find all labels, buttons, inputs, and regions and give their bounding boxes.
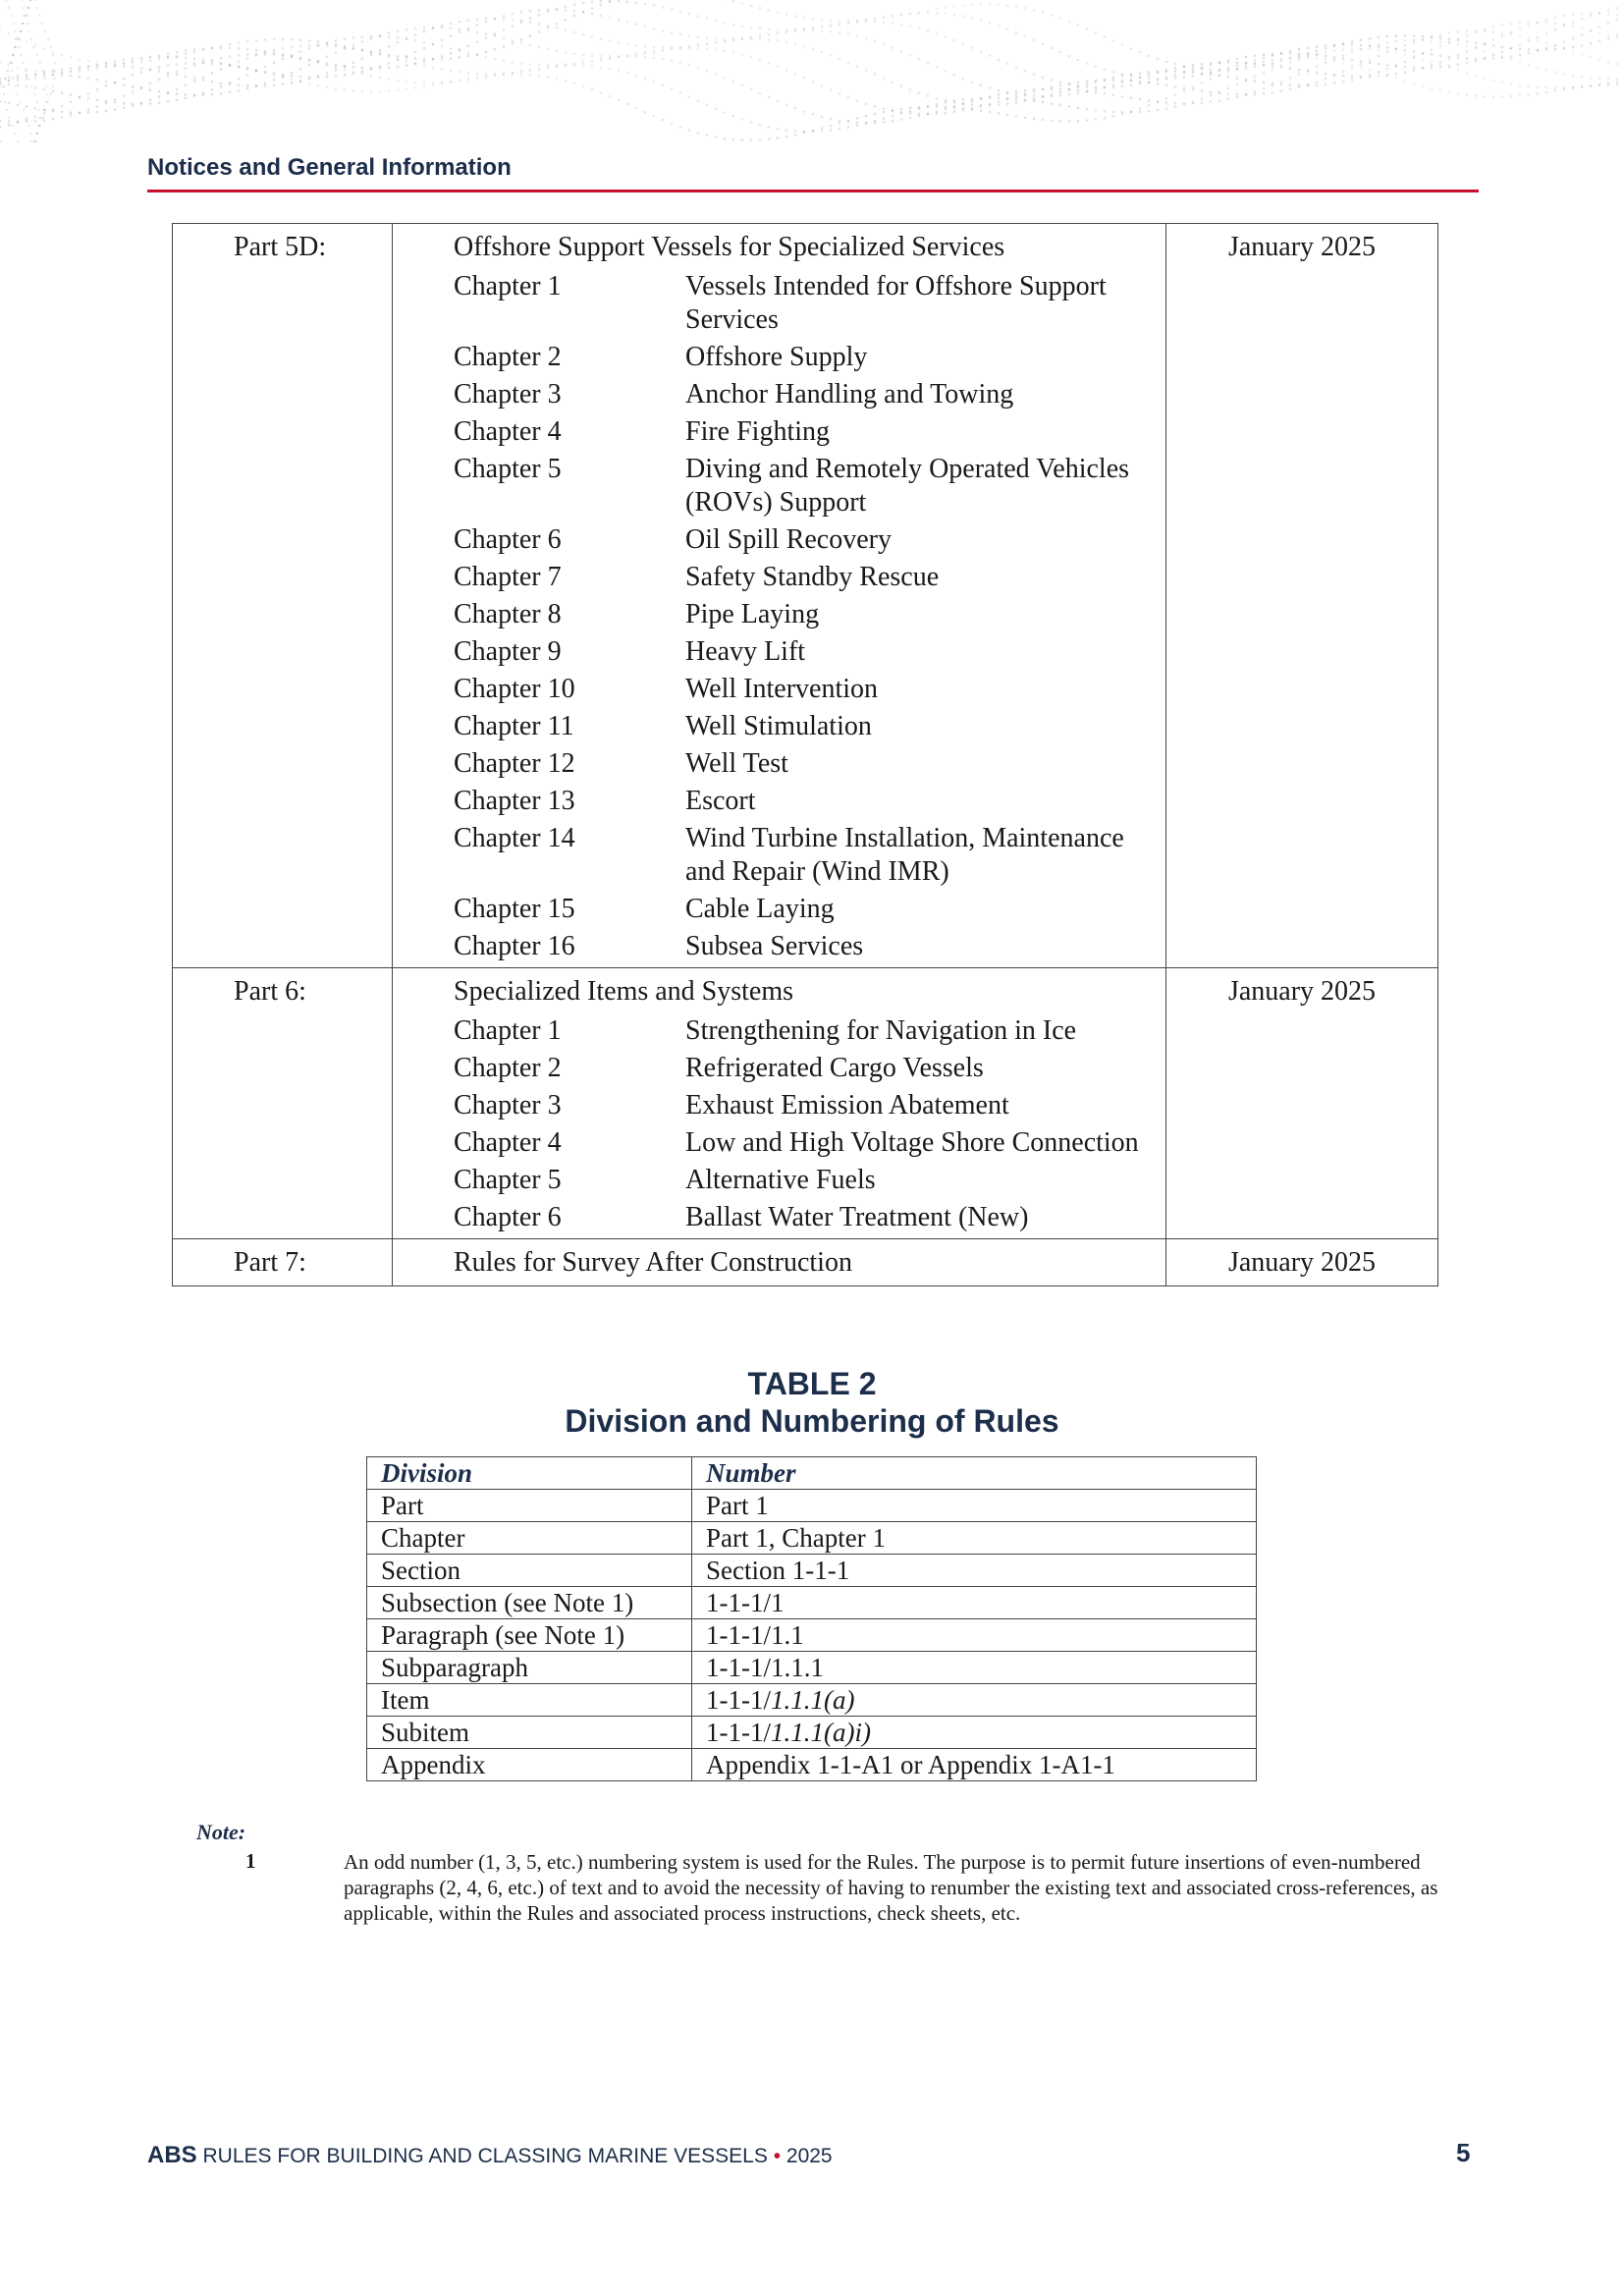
division-cell: Subparagraph [367, 1652, 692, 1684]
note-number: 1 [245, 1849, 256, 1873]
number-prefix: 1-1-1/ [706, 1685, 771, 1715]
table-row [367, 1555, 1257, 1587]
chapter-number: Chapter 6 [454, 524, 562, 555]
number-italic: 1.1.1(a)i) [770, 1718, 871, 1747]
chapter-row [454, 1201, 1165, 1234]
chapter-row [454, 635, 1165, 669]
part-content-cell [393, 968, 1166, 1239]
number-cell: 1-1-1/1.1.1 [692, 1652, 1257, 1684]
chapter-title: Offshore Supply [685, 342, 868, 372]
chapter-row [454, 822, 1165, 889]
part-number-cell [173, 1239, 393, 1286]
part-title: Specialized Items and Systems [454, 976, 794, 1007]
table-row [367, 1684, 1257, 1717]
chapter-title: Well Stimulation [685, 711, 872, 741]
table-row [367, 1619, 1257, 1652]
chapter-row [454, 270, 1165, 337]
note-label: Note: [196, 1820, 246, 1844]
part-date-cell [1166, 968, 1438, 1239]
part-number: Part 5D: [234, 232, 327, 262]
chapter-title: Wind Turbine Installation, Maintenance and Repair (Wind IMR) [685, 823, 1124, 887]
number-cell [692, 1684, 1257, 1717]
number-prefix: 1-1-1/ [706, 1718, 771, 1747]
part-number-cell [173, 224, 393, 968]
chapter-row [454, 415, 1165, 449]
part-title: Offshore Support Vessels for Specialized Services [454, 232, 1005, 262]
number-cell: Appendix 1-1-A1 or Appendix 1-A1-1 [692, 1749, 1257, 1781]
chapter-row [454, 673, 1165, 706]
chapter-title: Anchor Handling and Towing [685, 379, 1014, 410]
chapter-number: Chapter 7 [454, 562, 562, 592]
division-cell: Subsection (see Note 1) [367, 1587, 692, 1619]
number-cell: Part 1 [692, 1490, 1257, 1522]
part-row [173, 1239, 1438, 1286]
division-cell: Item [367, 1684, 692, 1717]
chapter-title: Vessels Intended for Offshore Support Services [685, 271, 1107, 335]
page-header-title: Notices and General Information [147, 154, 512, 181]
chapter-title: Heavy Lift [685, 636, 806, 667]
chapter-row [454, 747, 1165, 781]
chapter-number: Chapter 1 [454, 1015, 562, 1046]
chapter-row [454, 453, 1165, 519]
division-cell: Section [367, 1555, 692, 1587]
page-number: 5 [1456, 2138, 1471, 2167]
col-header-number: Number [692, 1457, 1257, 1490]
table-row [367, 1717, 1257, 1749]
chapter-number: Chapter 9 [454, 636, 562, 667]
division-numbering-table [366, 1456, 1257, 1781]
part-number-cell [173, 968, 393, 1239]
chapter-title: Ballast Water Treatment (New) [685, 1202, 1029, 1232]
part-content-cell [393, 1239, 1166, 1286]
chapter-title: Oil Spill Recovery [685, 524, 892, 555]
chapter-title: Well Intervention [685, 674, 879, 704]
chapter-number: Chapter 13 [454, 786, 575, 816]
chapter-row [454, 785, 1165, 818]
table-row [367, 1587, 1257, 1619]
number-cell: 1-1-1/1.1 [692, 1619, 1257, 1652]
part-date-cell [1166, 1239, 1438, 1286]
part-row [173, 968, 1438, 1239]
chapter-row [454, 710, 1165, 743]
chapter-title: Strengthening for Navigation in Ice [685, 1015, 1077, 1046]
chapter-title: Safety Standby Rescue [685, 562, 940, 592]
chapter-number: Chapter 1 [454, 271, 562, 301]
number-cell: 1-1-1/1 [692, 1587, 1257, 1619]
page-footer [147, 2142, 833, 2169]
chapter-title: Refrigerated Cargo Vessels [685, 1053, 984, 1083]
table-row [367, 1652, 1257, 1684]
division-cell: Chapter [367, 1522, 692, 1555]
part-date-cell [1166, 224, 1438, 968]
table-row [367, 1522, 1257, 1555]
chapter-title: Diving and Remotely Operated Vehicles (ROVs) Support [685, 454, 1130, 518]
part-content-cell [393, 224, 1166, 968]
chapter-number: Chapter 4 [454, 416, 562, 447]
chapter-title: Fire Fighting [685, 416, 831, 447]
chapter-row [454, 378, 1165, 411]
chapter-title: Alternative Fuels [685, 1165, 876, 1195]
header-divider [147, 190, 1479, 192]
chapter-number: Chapter 16 [454, 931, 575, 961]
chapter-number: Chapter 14 [454, 823, 575, 853]
chapter-number: Chapter 11 [454, 711, 574, 741]
chapter-title: Cable Laying [685, 894, 835, 924]
table-row [367, 1749, 1257, 1781]
chapter-title: Pipe Laying [685, 599, 820, 629]
note-text: An odd number (1, 3, 5, etc.) numbering system is used for the Rules. The purpose is to permit future insertions of even-numbered paragraphs (2, 4, 6, etc.) of text and to avoid the necessity of having to renumber the existing text and associated cross-references, as applicable, within the Rules and associated process instructions, check sheets, etc. [344, 1850, 1438, 1925]
chapter-row [454, 598, 1165, 631]
abs-logo-text: ABS [147, 2142, 197, 2168]
chapter-number: Chapter 8 [454, 599, 562, 629]
chapter-title: Subsea Services [685, 931, 864, 961]
division-cell: Appendix [367, 1749, 692, 1781]
part-title: Rules for Survey After Construction [454, 1247, 852, 1278]
footer-doc-title: RULES FOR BUILDING AND CLASSING MARINE VESSELS [202, 2145, 768, 2167]
col-header-division: Division [367, 1457, 692, 1490]
part-row [173, 224, 1438, 968]
chapter-number: Chapter 2 [454, 342, 562, 372]
chapter-row [454, 1014, 1165, 1048]
chapter-number: Chapter 3 [454, 379, 562, 410]
chapter-row [454, 893, 1165, 926]
number-italic: 1.1.1(a) [770, 1685, 855, 1715]
table2-heading: TABLE 2 [747, 1366, 877, 1401]
chapter-number: Chapter 6 [454, 1202, 562, 1232]
footer-year: 2025 [785, 2145, 833, 2167]
part-date: January 2025 [1227, 1247, 1377, 1278]
chapter-title: Escort [685, 786, 756, 816]
chapter-row [454, 341, 1165, 374]
part-date: January 2025 [1227, 232, 1377, 262]
table-header-row [367, 1457, 1257, 1490]
division-cell: Part [367, 1490, 692, 1522]
chapter-number: Chapter 2 [454, 1053, 562, 1083]
part-number: Part 7: [234, 1247, 306, 1278]
chapter-number: Chapter 3 [454, 1090, 562, 1120]
division-cell: Subitem [367, 1717, 692, 1749]
chapter-row [454, 523, 1165, 557]
chapter-number: Chapter 10 [454, 674, 575, 704]
chapter-title: Low and High Voltage Shore Connection [685, 1127, 1139, 1158]
part-date: January 2025 [1227, 976, 1377, 1007]
parts-table [172, 223, 1438, 1286]
footer-separator: • [773, 2145, 782, 2167]
division-cell: Paragraph (see Note 1) [367, 1619, 692, 1652]
chapter-row [454, 1089, 1165, 1122]
chapter-row [454, 561, 1165, 594]
number-cell: Part 1, Chapter 1 [692, 1522, 1257, 1555]
chapter-title: Well Test [685, 748, 788, 779]
chapter-title: Exhaust Emission Abatement [685, 1090, 1009, 1120]
chapter-row [454, 1052, 1165, 1085]
chapter-number: Chapter 4 [454, 1127, 562, 1158]
chapter-number: Chapter 5 [454, 1165, 562, 1195]
chapter-number: Chapter 12 [454, 748, 575, 779]
table2-caption [0, 1365, 1624, 1440]
chapter-row [454, 1164, 1165, 1197]
table2-subheading: Division and Numbering of Rules [565, 1403, 1059, 1439]
chapter-row [454, 930, 1165, 963]
number-cell [692, 1717, 1257, 1749]
chapter-number: Chapter 5 [454, 454, 562, 484]
part-number: Part 6: [234, 976, 306, 1007]
decorative-dot-pattern [0, 0, 1624, 177]
chapter-number: Chapter 15 [454, 894, 575, 924]
table-row [367, 1490, 1257, 1522]
chapter-row [454, 1126, 1165, 1160]
number-cell: Section 1-1-1 [692, 1555, 1257, 1587]
